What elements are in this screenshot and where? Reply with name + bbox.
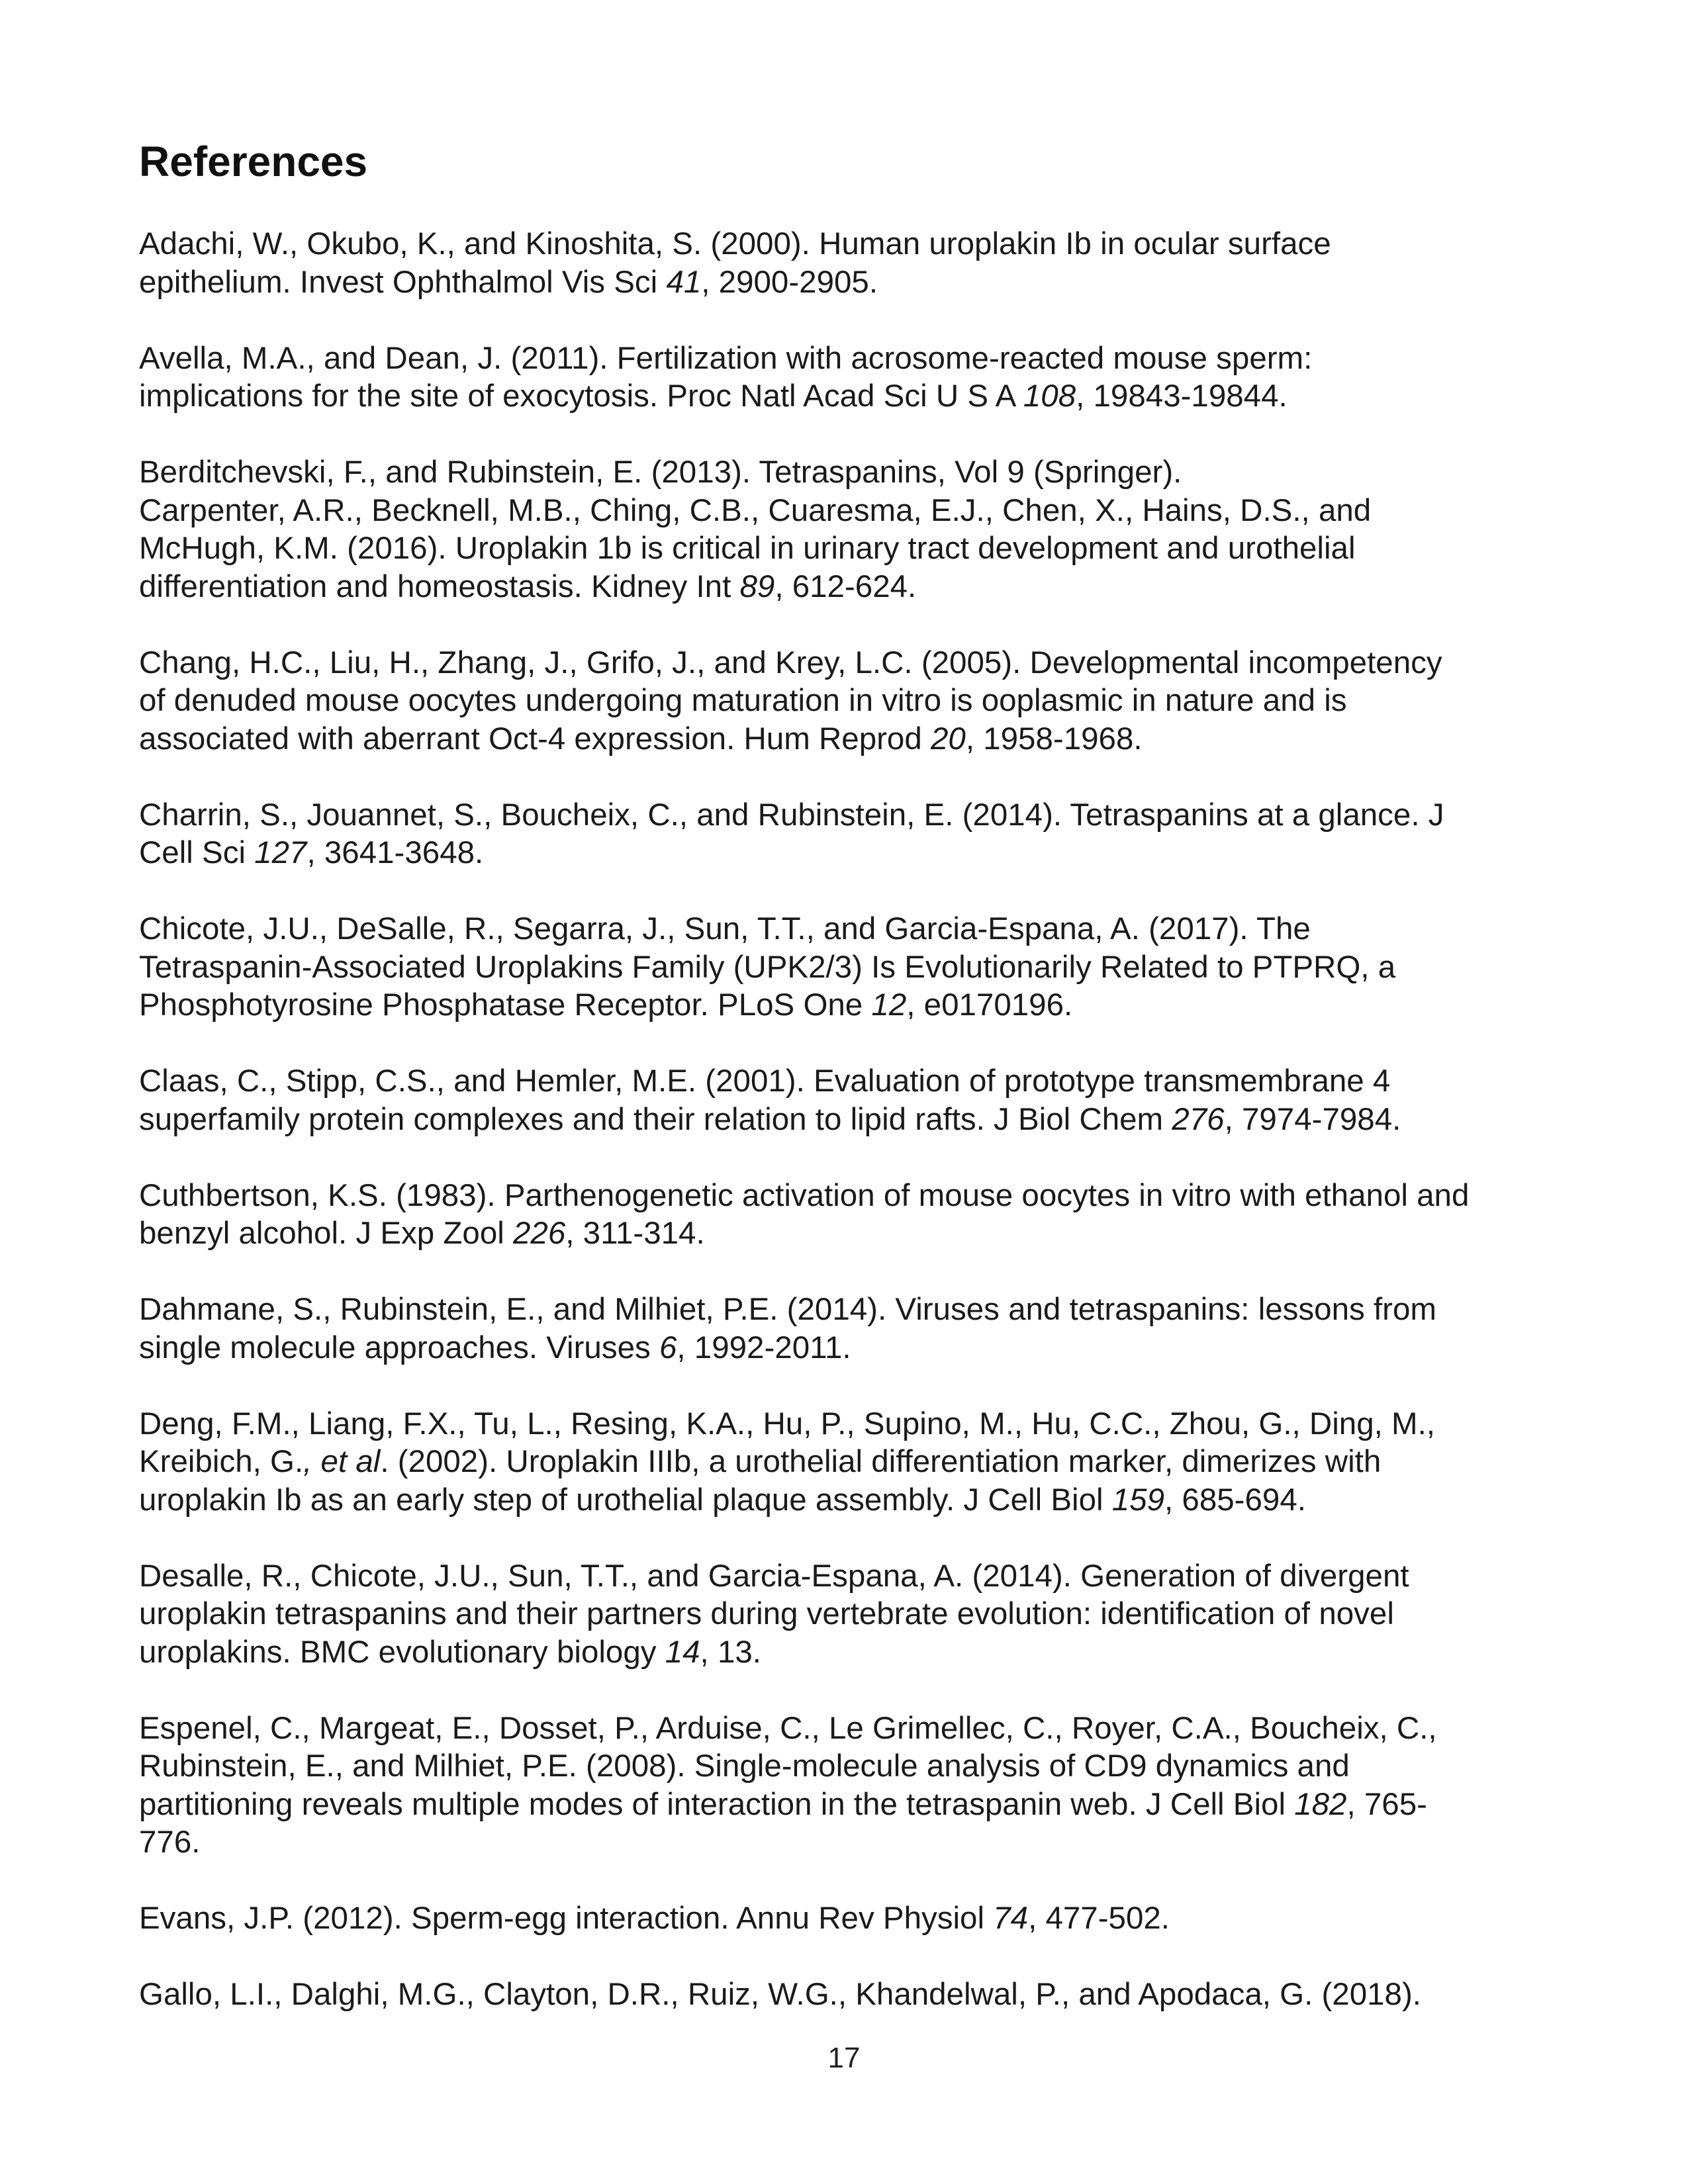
reference-line bbox=[139, 1481, 1569, 1520]
reference-line bbox=[139, 340, 1569, 378]
reference-line bbox=[139, 225, 1569, 263]
reference-italic-text: 182 bbox=[1294, 1786, 1347, 1822]
reference-text: Rubinstein, E., and Milhiet, P.E. (2008). Single-molecule analysis of CD9 dynamics and bbox=[139, 1749, 1350, 1784]
reference-text: McHugh, K.M. (2016). Uroplakin 1b is critical in urinary tract development and urothelial bbox=[139, 531, 1356, 566]
reference-text: . (2002). Uroplakin IIIb, a urothelial differentiation marker, dimerizes with bbox=[380, 1444, 1382, 1479]
reference-text: Cuthbertson, K.S. (1983). Parthenogenetic activation of mouse oocytes in vitro with ethanol and bbox=[139, 1177, 1470, 1213]
reference-italic-text: 14 bbox=[665, 1634, 700, 1670]
reference-entry bbox=[139, 1177, 1569, 1253]
reference-italic-text: 20 bbox=[930, 721, 966, 756]
reference-text: differentiation and homeostasis. Kidney Int bbox=[139, 569, 740, 604]
reference-line bbox=[139, 568, 1569, 606]
reference-italic-text: 108 bbox=[1023, 379, 1076, 414]
reference-italic-text: 127 bbox=[254, 835, 307, 870]
reference-line bbox=[139, 1443, 1569, 1481]
page-heading: References bbox=[139, 138, 368, 185]
reference-text: , 3641-3648. bbox=[306, 835, 484, 870]
reference-line bbox=[139, 948, 1569, 987]
reference-text: Carpenter, A.R., Becknell, M.B., Ching, C.B., Cuaresma, E.J., Chen, X., Hains, D.S., and bbox=[139, 492, 1372, 528]
reference-entry bbox=[139, 644, 1569, 758]
reference-entry bbox=[139, 796, 1569, 872]
reference-italic-text: 226 bbox=[513, 1216, 566, 1251]
reference-line bbox=[139, 1595, 1569, 1633]
reference-text: Adachi, W., Okubo, K., and Kinoshita, S. (2000). Human uroplakin Ib in ocular surface bbox=[139, 226, 1331, 261]
reference-italic-text: 74 bbox=[993, 1901, 1029, 1936]
reference-italic-text: 159 bbox=[1111, 1482, 1165, 1518]
reference-text: Desalle, R., Chicote, J.U., Sun, T.T., and Garcia-Espana, A. (2014). Generation of divergent bbox=[139, 1558, 1409, 1594]
reference-line bbox=[139, 1786, 1569, 1824]
reference-entry bbox=[139, 1899, 1569, 1938]
reference-entry bbox=[139, 1291, 1569, 1367]
reference-text: Avella, M.A., and Dean, J. (2011). Fertilization with acrosome-reacted mouse sperm: bbox=[139, 340, 1313, 376]
reference-entry bbox=[139, 1709, 1569, 1862]
page-number: 17 bbox=[827, 2042, 861, 2074]
reference-line bbox=[139, 910, 1569, 948]
reference-text: , 477-502. bbox=[1028, 1901, 1170, 1936]
reference-text: , 2900-2905. bbox=[701, 264, 878, 300]
reference-text: partitioning reveals multiple modes of interaction in the tetraspanin web. J Cell Biol bbox=[139, 1786, 1295, 1822]
reference-entry bbox=[139, 1405, 1569, 1520]
reference-text: superfamily protein complexes and their relation to lipid rafts. J Biol Chem bbox=[139, 1101, 1172, 1137]
reference-text: 776. bbox=[139, 1825, 201, 1860]
reference-line bbox=[139, 1557, 1569, 1596]
reference-italic-text: 276 bbox=[1172, 1101, 1225, 1137]
reference-text: Deng, F.M., Liang, F.X., Tu, L., Resing, K.A., Hu, P., Supino, M., Hu, C.C., Zhou, G., Ding, M., bbox=[139, 1406, 1435, 1441]
reference-line bbox=[139, 1291, 1569, 1329]
reference-line bbox=[139, 834, 1569, 872]
reference-line bbox=[139, 1747, 1569, 1786]
reference-text: uroplakin tetraspanins and their partners during vertebrate evolution: identification of novel bbox=[139, 1596, 1394, 1631]
reference-text: Charrin, S., Jouannet, S., Boucheix, C., and Rubinstein, E. (2014). Tetraspanins at a glance. J bbox=[139, 797, 1444, 833]
reference-entry bbox=[139, 340, 1569, 416]
reference-text: Phosphotyrosine Phosphatase Receptor. PLoS One bbox=[139, 987, 872, 1023]
reference-entry bbox=[139, 910, 1569, 1024]
reference-line bbox=[139, 1633, 1569, 1672]
reference-text: single molecule approaches. Viruses bbox=[139, 1330, 659, 1365]
reference-text: of denuded mouse oocytes undergoing maturation in vitro is ooplasmic in nature and is bbox=[139, 683, 1347, 718]
reference-line bbox=[139, 1177, 1569, 1215]
reference-line bbox=[139, 1976, 1569, 2014]
reference-text: , 311-314. bbox=[565, 1216, 705, 1251]
reference-text: , 7974-7984. bbox=[1224, 1101, 1401, 1137]
reference-line bbox=[139, 453, 1569, 492]
reference-line bbox=[139, 1899, 1569, 1938]
reference-text: Tetraspanin-Associated Uroplakins Family (UPK2/3) Is Evolutionarily Related to PTPRQ, a bbox=[139, 949, 1396, 985]
reference-text: , 1992-2011. bbox=[677, 1330, 851, 1365]
reference-line bbox=[139, 796, 1569, 835]
reference-text: , 13. bbox=[700, 1634, 761, 1670]
reference-text: Berditchevski, F., and Rubinstein, E. (2013). Tetraspanins, Vol 9 (Springer). bbox=[139, 455, 1182, 490]
reference-text: uroplakin Ib as an early step of urothelial plaque assembly. J Cell Biol bbox=[139, 1482, 1112, 1518]
reference-italic-text: , et al bbox=[303, 1444, 381, 1479]
reference-text: benzyl alcohol. J Exp Zool bbox=[139, 1216, 514, 1251]
reference-italic-text: 41 bbox=[666, 264, 702, 300]
reference-entry bbox=[139, 1976, 1569, 2014]
reference-line bbox=[139, 1062, 1569, 1101]
reference-line bbox=[139, 377, 1569, 416]
reference-text: Claas, C., Stipp, C.S., and Hemler, M.E. (2001). Evaluation of prototype transmembrane 4 bbox=[139, 1064, 1391, 1099]
reference-line bbox=[139, 529, 1569, 568]
reference-text: Kreibich, G. bbox=[139, 1444, 304, 1479]
reference-text: Chang, H.C., Liu, H., Zhang, J., Grifo, J., and Krey, L.C. (2005). Developmental incompetency bbox=[139, 645, 1442, 680]
reference-entry bbox=[139, 453, 1569, 492]
reference-line bbox=[139, 682, 1569, 720]
reference-line bbox=[139, 263, 1569, 302]
reference-list bbox=[139, 225, 1569, 2052]
reference-italic-text: 12 bbox=[871, 987, 907, 1023]
reference-entry bbox=[139, 1557, 1569, 1672]
reference-line bbox=[139, 720, 1569, 758]
reference-entry bbox=[139, 225, 1569, 301]
reference-line bbox=[139, 644, 1569, 682]
reference-text: , 765- bbox=[1346, 1786, 1427, 1822]
reference-text: implications for the site of exocytosis. Proc Natl Acad Sci U S A bbox=[139, 379, 1023, 414]
reference-text: epithelium. Invest Ophthalmol Vis Sci bbox=[139, 264, 667, 300]
reference-line bbox=[139, 986, 1569, 1024]
reference-italic-text: 89 bbox=[739, 569, 775, 604]
reference-text: associated with aberrant Oct-4 expression. Hum Reprod bbox=[139, 721, 931, 756]
reference-text: , 685-694. bbox=[1164, 1482, 1306, 1518]
reference-text: , 1958-1968. bbox=[965, 721, 1143, 756]
reference-text: Dahmane, S., Rubinstein, E., and Milhiet, P.E. (2014). Viruses and tetraspanins: lessons from bbox=[139, 1292, 1436, 1327]
reference-line bbox=[139, 492, 1569, 530]
reference-line bbox=[139, 1823, 1569, 1862]
reference-text: Chicote, J.U., DeSalle, R., Segarra, J., Sun, T.T., and Garcia-Espana, A. (2017). The bbox=[139, 911, 1311, 946]
reference-line bbox=[139, 1101, 1569, 1139]
reference-entry bbox=[139, 492, 1569, 606]
reference-line bbox=[139, 1329, 1569, 1367]
reference-text: , 19843-19844. bbox=[1076, 379, 1288, 414]
reference-text: Espenel, C., Margeat, E., Dosset, P., Arduise, C., Le Grimellec, C., Royer, C.A., Boucheix, C., bbox=[139, 1710, 1437, 1746]
reference-line bbox=[139, 1405, 1569, 1443]
reference-text: , e0170196. bbox=[906, 987, 1073, 1023]
reference-text: , 612-624. bbox=[774, 569, 917, 604]
reference-entry bbox=[139, 1062, 1569, 1138]
reference-text: Evans, J.P. (2012). Sperm-egg interaction. Annu Rev Physiol bbox=[139, 1901, 994, 1936]
reference-line bbox=[139, 1214, 1569, 1253]
reference-text: uroplakins. BMC evolutionary biology bbox=[139, 1634, 665, 1670]
reference-line bbox=[139, 1709, 1569, 1748]
reference-text: Gallo, L.I., Dalghi, M.G., Clayton, D.R., Ruiz, W.G., Khandelwal, P., and Apodaca, G. (2018). bbox=[139, 1977, 1421, 2012]
reference-italic-text: 6 bbox=[659, 1330, 677, 1365]
reference-text: Cell Sci bbox=[139, 835, 255, 870]
